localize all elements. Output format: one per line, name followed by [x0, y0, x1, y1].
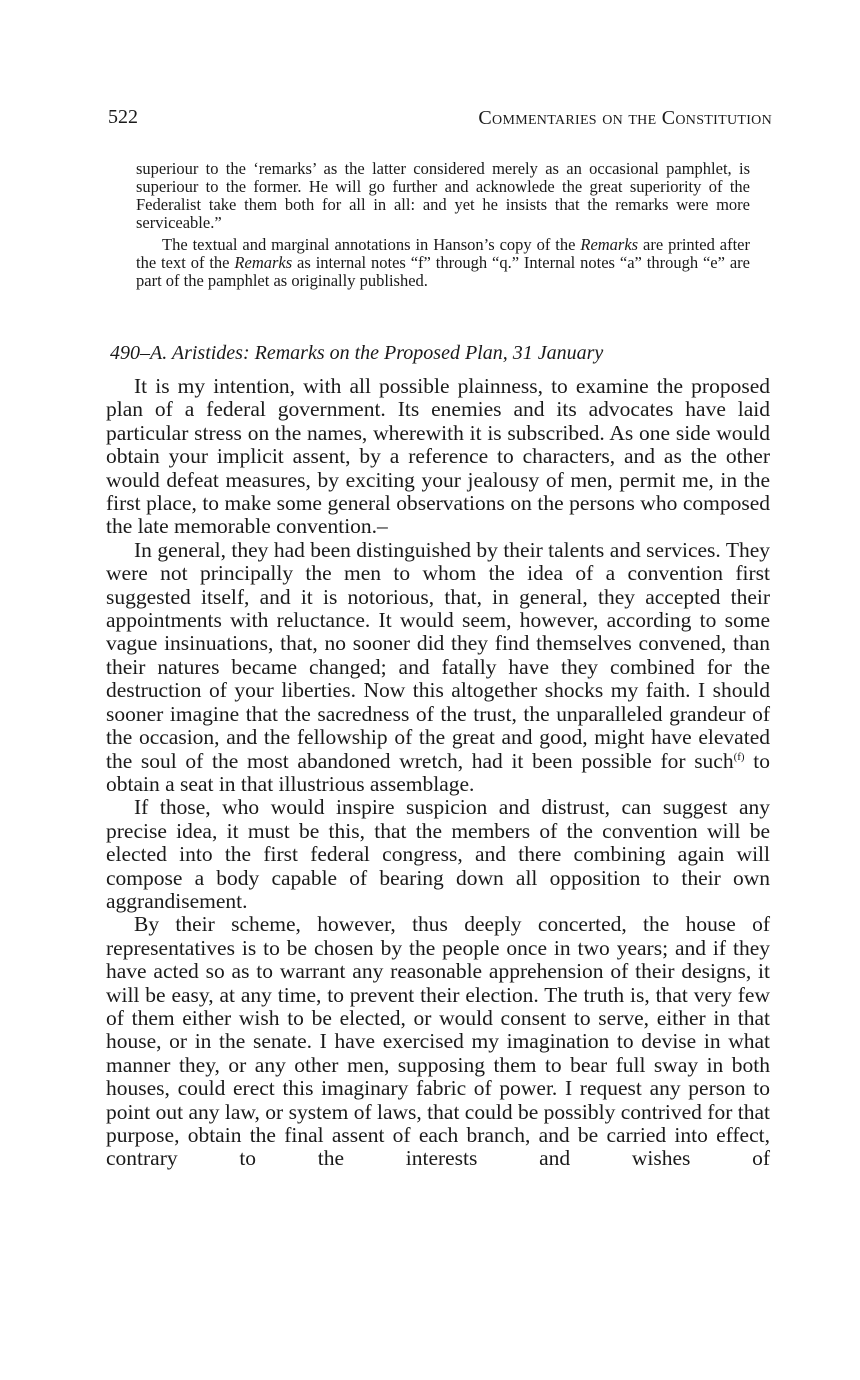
document-title: 490–A. Aristides: Remarks on the Proposed Plan, 31 January — [110, 342, 604, 364]
document-body — [106, 375, 770, 1171]
note-text: The textual and marginal annotations in Hanson’s copy of the — [162, 235, 581, 254]
running-title: Commentaries on the Constitution — [478, 107, 772, 129]
body-paragraph-3: If those, who would inspire suspicion and distrust, can suggest any precise idea, it must be this, that the members of the convention will be elected into the first federal congress, and there combining again will compose a body capable of bearing down all opposition to their own aggrandisement. — [106, 795, 770, 913]
body-paragraph-4: By their scheme, however, thus deeply concerted, the house of representatives is to be chosen by the people once in two years; and if they have acted so as to warrant any reasonable apprehension of their designs, it will be easy, at any time, to prevent their election. The truth is, that very few of them either wish to be elected, or would consent to serve, either in that house, or in the senate. I have exercised my imagination to devise in what manner they, or any other men, supposing them to bear full sway in both houses, could erect this imaginary fabric of power. I request any person to point out any law, or system of laws, that could be possibly contrived for that purpose, obtain the final assent of each branch, and be carried into effect, contrary to the interests and wishes of — [106, 912, 770, 1171]
body-paragraph-1: It is my intention, with all possible plainness, to examine the proposed plan of a federal government. Its enemies and its advocates have laid particular stress on the names, wherewith it is subscribed. As one side would obtain your implicit assent, by a reference to characters, and as the other would defeat measures, by exciting your jealousy of men, permit me, in the first place, to make some general observations on the persons who composed the late memorable convention.– — [106, 374, 770, 539]
note-italic-title: Remarks — [580, 235, 639, 254]
body-paragraph-2 — [106, 539, 770, 796]
page-number: 522 — [108, 106, 138, 128]
internal-note-marker: (f) — [733, 750, 745, 763]
editorial-note — [136, 160, 750, 290]
note-text: as internal notes “f” through “q.” Internal notes “a” through “e” are part of the pamphlet as originally published. — [136, 253, 750, 290]
note-paragraph-1: superiour to the ‘remarks’ as the latter considered merely as an occasional pamphlet, is superiour to the former. He will go further and acknowlede the great superiority of the Federalist take them both for all in all: and yet he insists that the remarks were more serviceable.” — [136, 159, 750, 232]
body-text: to obtain a seat in that illustrious assemblage. — [106, 748, 770, 796]
page-header — [108, 106, 772, 136]
note-italic-title: Remarks — [234, 253, 293, 272]
note-text: are printed after the text of the — [136, 235, 750, 272]
body-text: In general, they had been distinguished by their talents and services. They were not principally the men to whom the idea of a convention first suggested itself, and it is notorious, that, in general, they accepted their appointments with reluctance. It would seem, however, according to some vague insinuations, that, no sooner did they find themselves convened, than their natures became changed; and fatally have they combined for the destruction of your liberties. Now this altogether shocks my faith. I should sooner imagine that the sacredness of the trust, the unparalleled grandeur of the occasion, and the fellowship of the great and good, might have elevated the soul of the most abandoned wretch, had it been possible for such — [106, 537, 770, 773]
note-paragraph-2 — [136, 236, 750, 290]
